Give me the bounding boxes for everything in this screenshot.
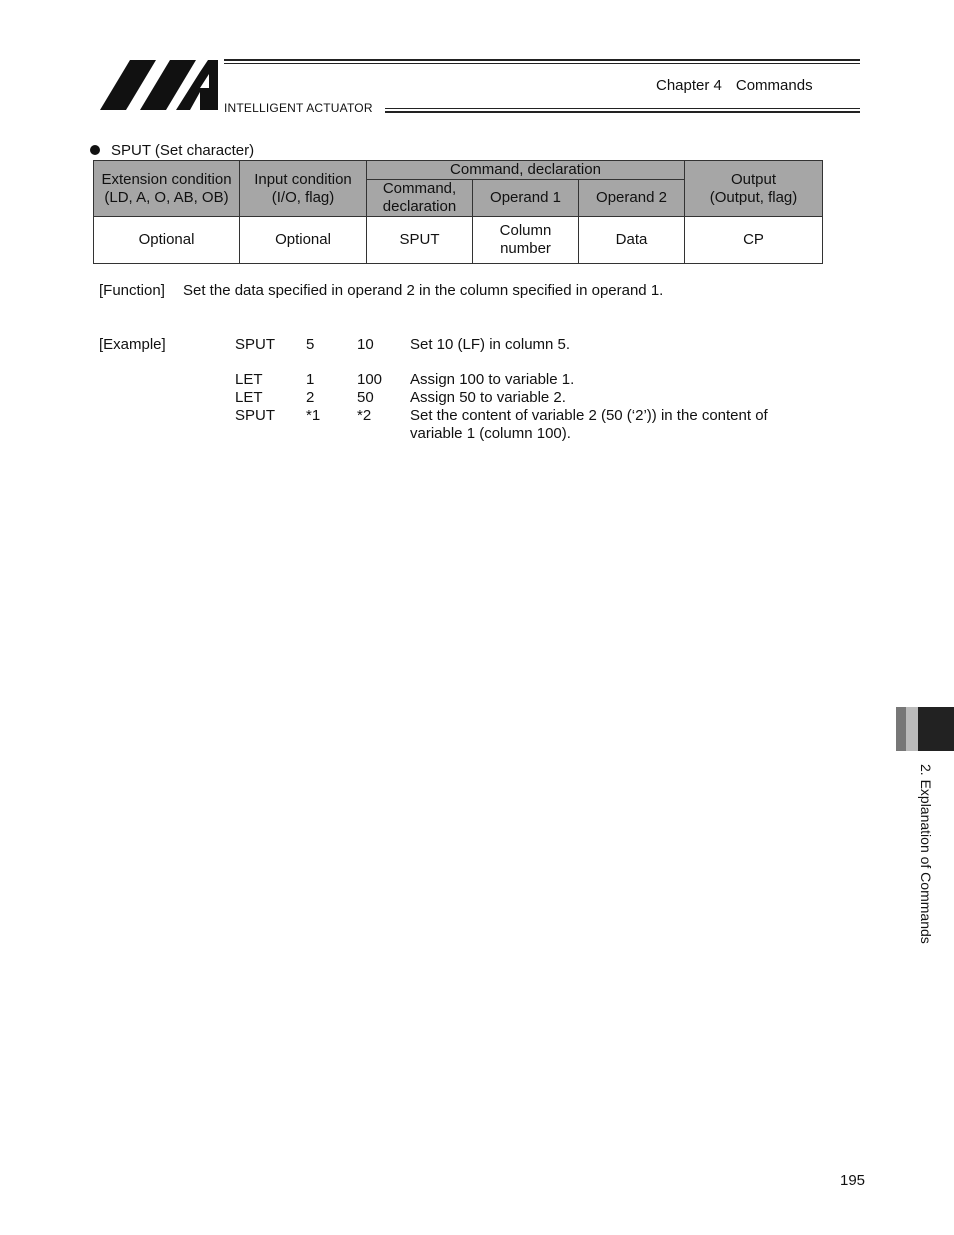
side-section-label: 2. Explanation of Commands [918, 764, 934, 944]
example-command: SPUT [235, 336, 276, 353]
example-label: [Example] [99, 336, 166, 353]
header-rule [385, 108, 860, 109]
command-spec-table [93, 160, 823, 264]
iai-logo [96, 58, 222, 112]
cell-input: Optional [240, 217, 367, 264]
cell-operand2: Data [579, 217, 685, 264]
table-row [94, 217, 823, 264]
header-rule [385, 111, 860, 113]
example-operand2: 10 [357, 336, 374, 353]
side-tab-marker [906, 707, 918, 751]
example-command: LET [235, 389, 263, 406]
header-command-declaration: Command, declaration [367, 180, 473, 217]
example-description: Set the content of variable 2 (50 (‘2’)) in the content of variable 1 (column 100). [410, 407, 768, 442]
chapter-title: Commands [735, 77, 813, 94]
function-label: [Function] [99, 282, 165, 299]
bullet-icon [90, 145, 100, 155]
side-tab-marker [896, 707, 906, 751]
brand-name: INTELLIGENT ACTUATOR [224, 101, 373, 115]
header-operand1: Operand 1 [473, 180, 579, 217]
example-operand1: 1 [306, 371, 315, 388]
example-operand1: 2 [306, 389, 315, 406]
header-command-declaration-group: Command, declaration [367, 161, 685, 180]
cell-command: SPUT [367, 217, 473, 264]
cell-output: CP [685, 217, 823, 264]
example-operand1: 5 [306, 336, 315, 353]
example-operand1: *1 [306, 407, 321, 424]
chapter-number: Chapter 4 [656, 77, 722, 94]
header-operand2: Operand 2 [579, 180, 685, 217]
example-command: SPUT [235, 407, 276, 424]
example-command: LET [235, 371, 263, 388]
example-operand2: 100 [357, 371, 383, 388]
header-extension-condition: Extension condition (LD, A, O, AB, OB) [94, 161, 240, 217]
header-input-condition: Input condition (I/O, flag) [240, 161, 367, 217]
page-number: 195 [840, 1172, 866, 1189]
side-tab-marker [918, 707, 954, 751]
example-description: Assign 100 to variable 1. [410, 371, 575, 388]
cell-operand1: Column number [473, 217, 579, 264]
header-output: Output (Output, flag) [685, 161, 823, 217]
example-operand2: 50 [357, 389, 374, 406]
header-rule [224, 59, 860, 61]
chapter-heading [656, 77, 813, 94]
header-rule [224, 63, 860, 64]
function-text: Set the data specified in operand 2 in the column specified in operand 1. [183, 282, 664, 299]
cell-extension: Optional [94, 217, 240, 264]
example-description: Assign 50 to variable 2. [410, 389, 566, 406]
section-title: SPUT (Set character) [111, 142, 255, 159]
example-operand2: *2 [357, 407, 372, 424]
example-description: Set 10 (LF) in column 5. [410, 336, 571, 353]
